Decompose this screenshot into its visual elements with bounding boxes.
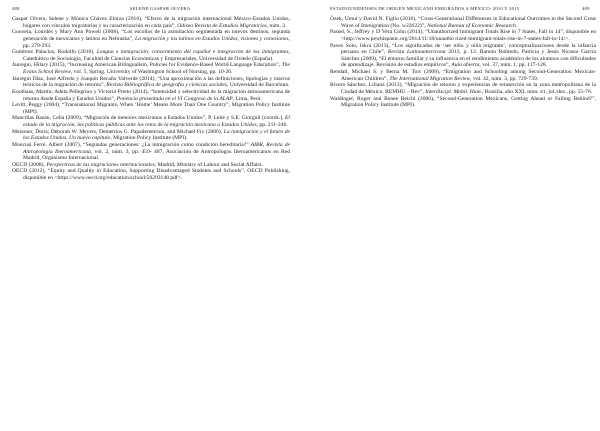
- page-number: 488: [12, 6, 20, 11]
- reference-text: Gouveia, Lourdes y Mary Ann Powell (2008), “Los escollos de la asimilación segmentada en nuevos destinos, segunda generación de mexicanos y latinos en Nebraska”,: [12, 29, 290, 42]
- reference-text: , Catedrático de Sociología, Facultad de Ciencias Económicas y Empresariales, Universidad de Oviedo (España).: [23, 49, 291, 62]
- reference-title: Perspectivas de las migraciones internacionales: [46, 161, 155, 168]
- reference-entry: [330, 16, 596, 29]
- reference-text: Meissner, Doris; Deborah W. Meyers, Demetrios G. Papademetriou, and Michael Fix (2006),: [12, 128, 224, 135]
- reference-entry: [12, 16, 290, 29]
- reference-entry: [12, 168, 290, 181]
- reference-title: Odisea Revista de Estudios Migratorios: [177, 22, 267, 29]
- reference-text: Levitt, Peggy (2004), “Transnational Migrants, When ‘Home’ Means More Than One Country”, Migration Policy Institute (MPI).: [12, 102, 290, 115]
- reference-text: , vol. 5, Spring, University of Washington School of Nursing, pp. 10-26.: [70, 69, 233, 75]
- reference-list: [12, 16, 290, 182]
- reference-text: Koolhaas, Martín; Adela Pellegrino y Victoria Prieto (2014), “Intensidad y selectividad de la migración latinoamericana de retorno desde España y Estados Unidos”,: [12, 88, 290, 102]
- reference-list: [330, 16, 596, 109]
- reference-entry: [12, 89, 290, 102]
- reference-text: , vol. 37, núm. 1, pp. 117-128.: [479, 62, 548, 69]
- reference-title: The International Migration Review: [389, 75, 471, 82]
- reference-entry: [12, 29, 290, 49]
- reference-entry: [330, 82, 596, 95]
- reference-entry: [12, 115, 290, 128]
- reference-entry: [330, 43, 596, 70]
- reference-text: Jauregui, Hilary (2015), “Increasing American Bilingualism, Policies for Evidence-Based World Language Education”,: [12, 62, 282, 69]
- reference-title: The Evans School Review: [23, 62, 290, 75]
- reference-title: Ponencia presentada en el VI Congreso de la ALAP: [116, 95, 233, 102]
- reference-text: , núm. 3.: [266, 22, 287, 29]
- reference-text: Rendall, Michael S. y Berna M. Torr (2008), “Emigration and Schooling among Second-Generation Mexican-American Children”,: [330, 69, 596, 82]
- reference-text: , pp. 279-293.: [23, 35, 290, 49]
- reference-text: , vol. 42, núm. 3, pp. 729-739.: [470, 75, 539, 82]
- right-page: [300, 0, 600, 431]
- reference-entry: [12, 142, 290, 162]
- reference-text: Gutiérrez Palacios, Rodolfo (2010),: [12, 49, 97, 56]
- reference-entry: [330, 69, 596, 82]
- reference-title: La migración y los latinos en Estados Unidos, visiones y conexiones: [134, 35, 289, 42]
- reference-text: Rivera Sánchez, Liliana (2013), “Migración de retorno y experiencias de reinserción en la zona metropolitana de la Ciudad de México, REMHU – Rev”,: [330, 82, 596, 95]
- reference-title: Revista Latinoamericana: [387, 49, 446, 56]
- reference-text: 2013, p. 12. Ramón Robledo, Patricia y Jesús Nicasio García Sánchez (2009), “El entorno familiar y su influencia en el rendimiento académico de los alumnos con dificultades de aprendizaje. Revisión de estudios empíricos”,: [341, 49, 596, 69]
- reference-text: , vol. 2, núm. 3, pp. 459- 487, Asociación de Antropólogos Iberoamericanos en Red Madrid, Organismo Internacional.: [23, 148, 291, 162]
- reference-title: Revista Bibliográfica de geografía y ciencias sociales: [106, 82, 227, 89]
- reference-text: , pp. 211-246.: [256, 122, 288, 128]
- reference-title: National Bureau of Economic Research: [427, 22, 516, 29]
- reference-title: El estado de la migración, las políticas públicas ante los retos de la migración mexicana a Estados Unidos: [23, 115, 290, 128]
- reference-title: La inmigración y el futuro de los Estados Unidos. Un nuevo capítulo: [23, 128, 291, 142]
- running-title: ESTADOUNIDENSES DE ORIGEN MEXICANO EMIGRADOS A MÉXICO: 2010 Y 2015: [330, 6, 520, 11]
- reference-text: Jáuregui Díaz, José Alfredo y Joaquín Recaño Valverde (2014), “Una aproximación a las definiciones, tipologías y marcos teóricos de la migración de retorno”,: [12, 75, 290, 89]
- reference-title: Interdiscipl. Mobil. Hum.: [425, 88, 483, 95]
- reference-title: Aula abierta: [451, 62, 480, 69]
- reference-entry: [330, 29, 596, 42]
- reference-text: , Universidad de Barcelona.: [226, 82, 290, 89]
- reference-text: OECD (2012), “Equity and Quality in Education, Supporting Disadvantaged Students and Schools”, OECD Publishing, disponible en <https://www.oecd.org/education/school/50293148.pdf>.: [12, 168, 290, 181]
- reference-text: Passel, S., Jeffrey y D’Vera Cohn (2014), “Unauthorized Immigrant Totals Rise in 7 States, Fall in 14”, disponible en <http://www.pewhispanic.org/2014/11/18/unautho rized-immigrant-totals-rise-in-7-states-fall-in-14/>.: [330, 29, 596, 42]
- running-title: SELENE GASPAR OLVERA: [130, 6, 191, 11]
- reference-entry: [12, 102, 290, 115]
- reference-title: Lengua e inmigración, conocimiento del español e integración de los inmigrantes: [96, 49, 289, 56]
- reference-text: , Migration Policy Institute (MPI).: [110, 135, 188, 142]
- reference-entry: [12, 76, 290, 89]
- reference-text: Mancillas Bazán, Celia (2009), “Migración de menores mexicanos a Estados Unidos”, P. Leite y S.E. Giorguli (coords.),: [12, 115, 286, 122]
- reference-text: OECD (2008),: [12, 161, 47, 168]
- reference-entry: [12, 62, 290, 75]
- reference-entry: [330, 96, 596, 109]
- reference-text: .: [515, 22, 518, 29]
- reference-text: , Lima, Perú.: [232, 95, 262, 102]
- reference-text: Waldinger, Roger and Renee Reichl (2006), “Second-Generation Mexicans, Getting Ahead or Falling Behind?”, Migration Policy Institute (MPI).: [330, 95, 596, 109]
- reference-text: , Brasilia, año XXI, núm. 41, jul./dez., pp. 55-76.: [482, 88, 593, 95]
- reference-text: Moncusí Ferré, Albert (2007), “Segundas generaciones: ¿La inmigración como condición hereditaria?”: [12, 141, 251, 148]
- reference-entry: [12, 129, 290, 142]
- reference-entry: [12, 49, 290, 62]
- reference-text: , Madrid, Ministry of Labour and Social Affairs.: [154, 161, 263, 168]
- reference-text: Gaspar Olvera, Selene y Mónica Chávez Elorza (2016), “Efecto de la migración internacional México-Estados Unidos, hogares con vínculos migratorios y su caracterización en cada país”,: [12, 16, 290, 29]
- reference-text: Pavez Soto, Iskra (2013), “Los significados de ‘ser niño y niña migrante’, conceptualizaciones desde la infancia peruana en Chile”,: [330, 42, 596, 56]
- reference-title: AIBR, Revista de Antropología Iberoamericana: [23, 141, 290, 155]
- reference-text: Özek, Umut y David N. Figlio (2016), “Cross-Generational Differences in Educational Outcomes in the Second Great Wave of Immigration (No. w22622)”,: [330, 16, 596, 29]
- page-number: 489: [582, 6, 590, 11]
